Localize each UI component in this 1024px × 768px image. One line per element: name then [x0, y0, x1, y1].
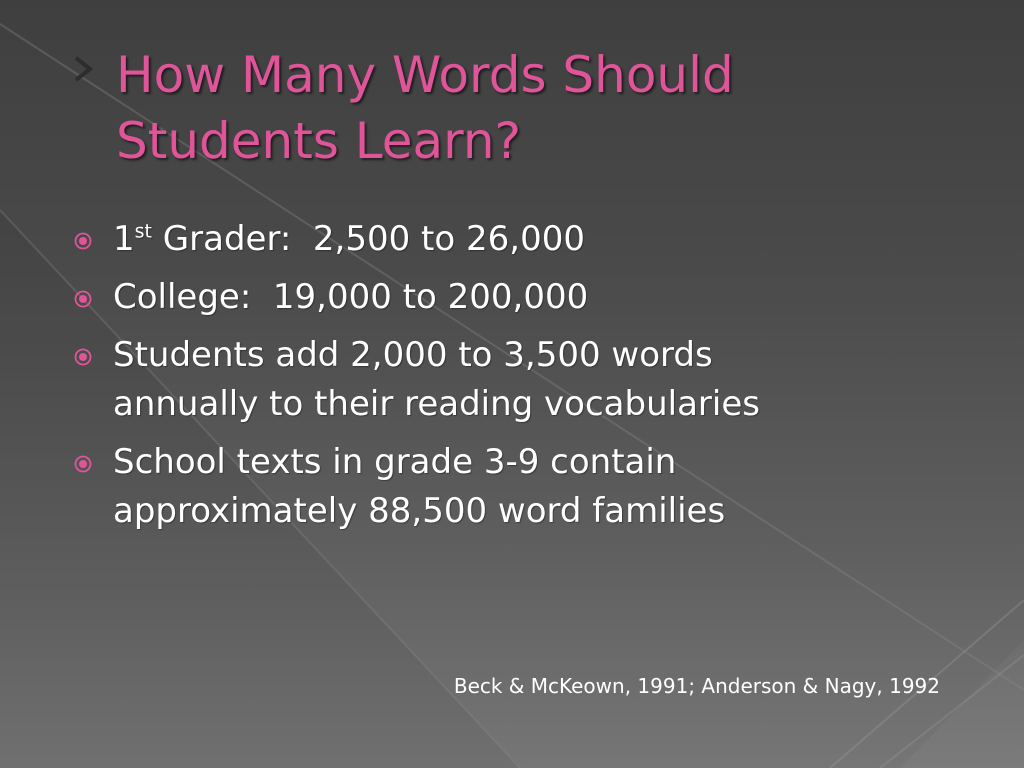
bullet-text: College: 19,000 to 200,000 — [113, 277, 589, 317]
bullet-line-2: annually to their reading vocabularies — [113, 384, 760, 424]
bullet-line-1: School texts in grade 3-9 contain — [113, 442, 677, 482]
ring-dot-bullet-icon — [74, 455, 92, 473]
bullet-item-annual-growth — [72, 331, 972, 429]
chevron-right-icon — [68, 54, 98, 84]
slide-title — [116, 42, 976, 174]
title-line-1: How Many Words Should — [116, 46, 734, 104]
bullet-line-2: approximately 88,500 word families — [113, 491, 726, 531]
title-line-2: Students Learn? — [116, 112, 522, 170]
ring-dot-bullet-icon — [74, 290, 92, 308]
bullet-item-college — [72, 273, 972, 322]
bullet-ordinal-suffix: st — [134, 220, 152, 243]
bullet-item-first-grader — [72, 215, 972, 264]
ring-dot-bullet-icon — [74, 232, 92, 250]
bullet-item-school-texts — [72, 438, 972, 536]
citation: Beck & McKeown, 1991; Anderson & Nagy, 1992 — [453, 674, 940, 698]
bullet-list — [72, 215, 972, 545]
ring-dot-bullet-icon — [74, 348, 92, 366]
bullet-line-1: Students add 2,000 to 3,500 words — [113, 335, 713, 375]
bullet-ordinal-number: 1 — [113, 219, 135, 259]
bullet-text: Grader: 2,500 to 26,000 — [152, 219, 585, 259]
